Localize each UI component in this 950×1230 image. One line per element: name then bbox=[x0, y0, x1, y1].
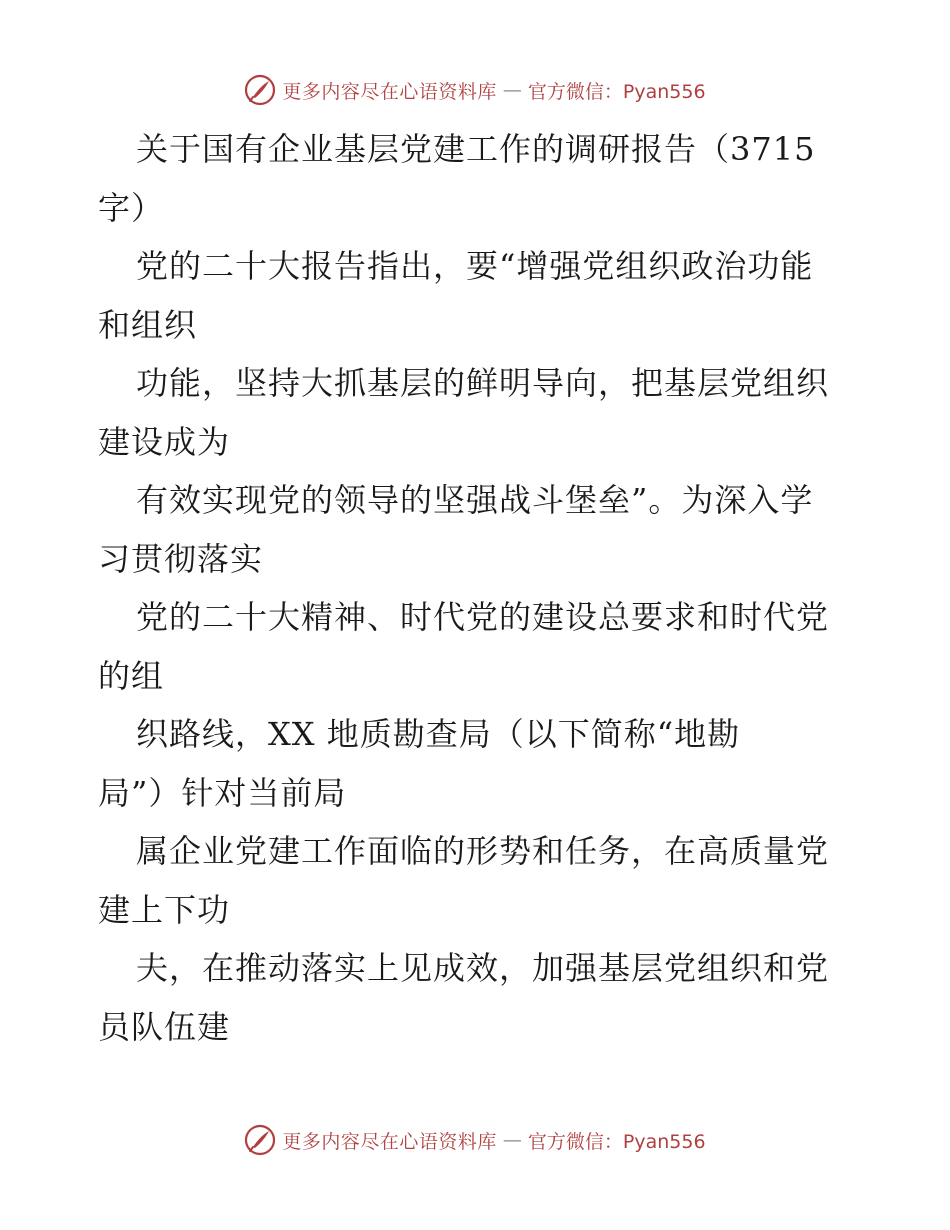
body-line: 功能，坚持大抓基层的鲜明导向，把基层党组织 bbox=[136, 364, 830, 402]
body-line: 属企业党建工作面临的形势和任务，在高质量党 bbox=[136, 832, 830, 870]
body-line: 的组 bbox=[98, 656, 165, 695]
watermark-separator: — bbox=[502, 1129, 522, 1151]
header-watermark bbox=[0, 70, 950, 110]
footer-watermark bbox=[0, 1120, 950, 1160]
watermark-separator: — bbox=[502, 79, 522, 101]
body-line: 员队伍建 bbox=[98, 1007, 231, 1046]
body-line: 夫，在推动落实上见成效，加强基层党组织和党 bbox=[136, 949, 830, 987]
body-line: 党的二十大精神、时代党的建设总要求和时代党 bbox=[136, 598, 830, 636]
document-title: 关于国有企业基层党建工作的调研报告（3715 bbox=[136, 130, 816, 168]
feather-pen-logo-icon bbox=[244, 74, 276, 106]
document-title-continued: 字） bbox=[98, 188, 165, 227]
watermark-text: 更多内容尽在心语资料库 bbox=[282, 1130, 497, 1153]
body-line: 织路线，XX 地质勘查局（以下简称“地勘 bbox=[136, 715, 741, 753]
body-line: 和组织 bbox=[98, 305, 198, 344]
watermark-contact: 官方微信：Pyan556 bbox=[527, 1130, 706, 1153]
body-line: 有效实现党的领导的坚强战斗堡垒”。为深入学 bbox=[136, 481, 814, 519]
body-line: 建设成为 bbox=[98, 422, 231, 461]
body-line: 习贯彻落实 bbox=[98, 539, 264, 578]
feather-pen-logo-icon bbox=[244, 1124, 276, 1156]
body-line: 建上下功 bbox=[98, 890, 231, 929]
body-line: 党的二十大报告指出，要“增强党组织政治功能 bbox=[136, 247, 814, 285]
watermark-text: 更多内容尽在心语资料库 bbox=[282, 80, 497, 103]
document-body bbox=[98, 120, 858, 1056]
body-line: 局”）针对当前局 bbox=[98, 773, 347, 812]
watermark-contact: 官方微信：Pyan556 bbox=[527, 80, 706, 103]
